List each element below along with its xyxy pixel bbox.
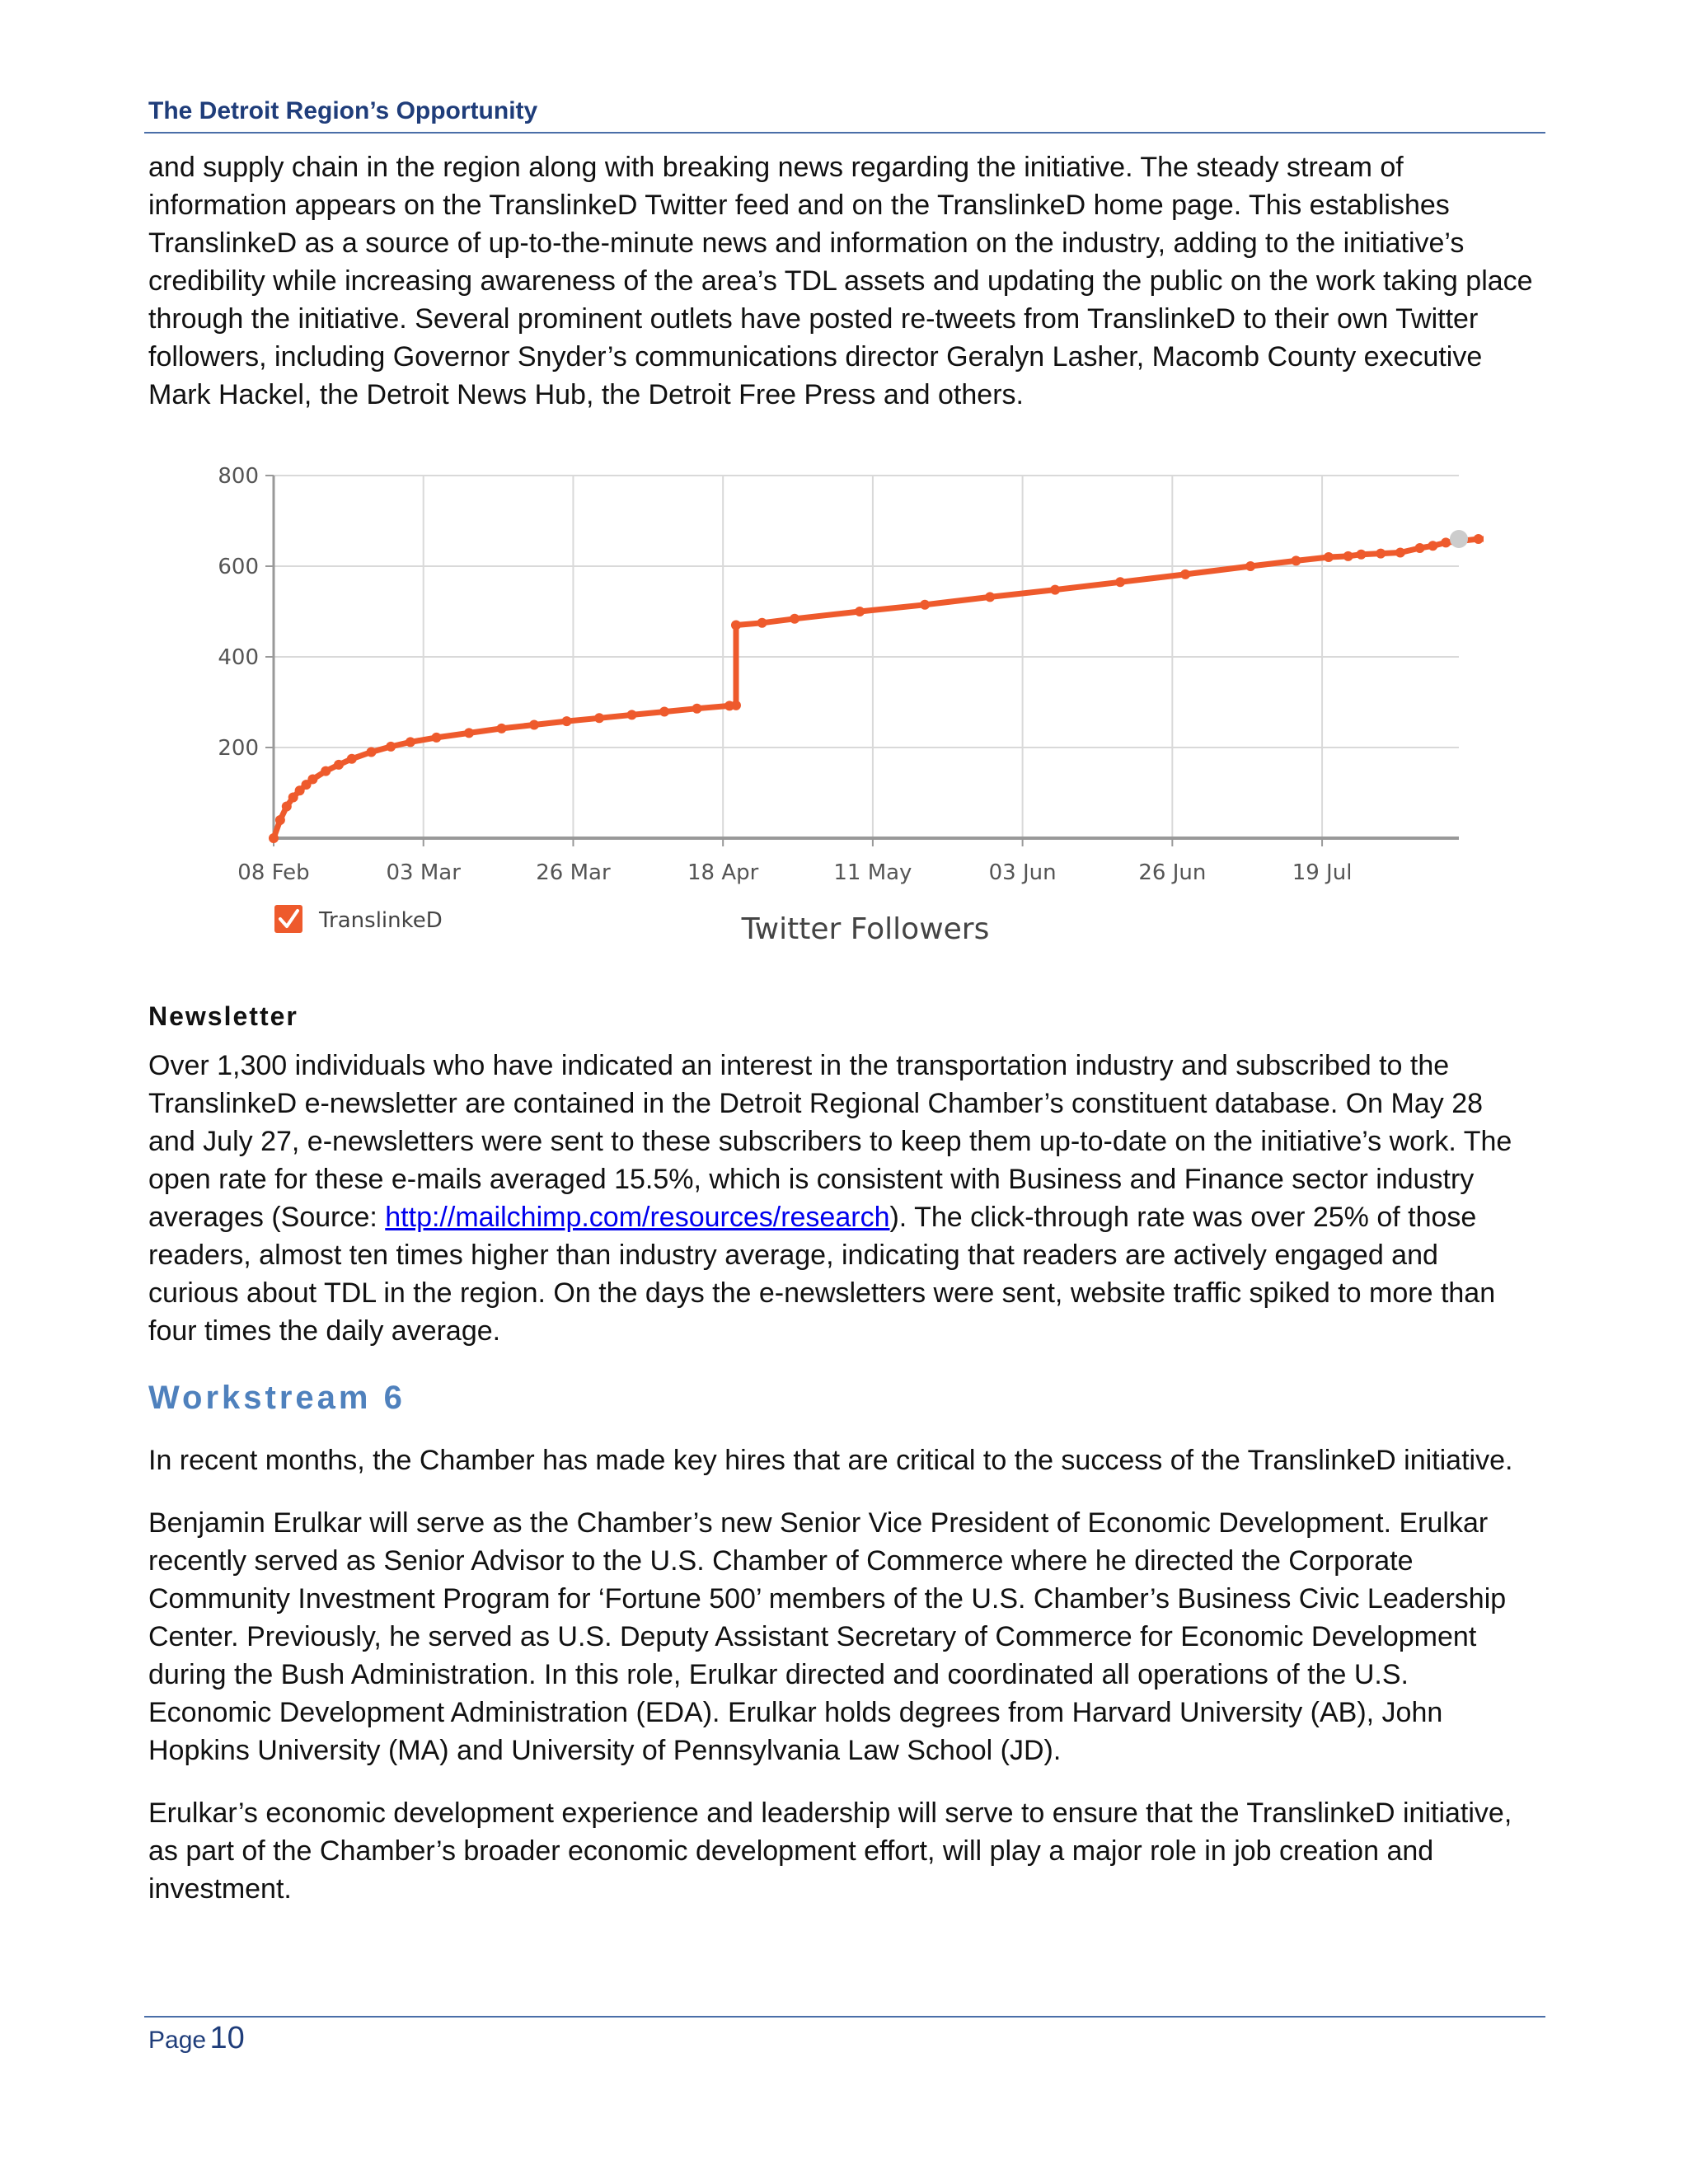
data-point	[321, 766, 331, 776]
data-point	[529, 720, 539, 730]
page-label: Page	[148, 2027, 207, 2054]
data-point	[307, 775, 317, 785]
data-point	[1415, 543, 1425, 553]
data-point	[1428, 541, 1437, 551]
data-point	[1343, 551, 1353, 561]
footer-rule	[144, 2016, 1545, 2018]
x-tick-label: 03 Mar	[386, 860, 461, 885]
running-header: The Detroit Region’s Opportunity	[148, 97, 538, 124]
data-point	[464, 728, 474, 738]
chart-axes	[265, 476, 1459, 846]
data-point	[1050, 585, 1060, 595]
data-point	[855, 607, 865, 616]
x-axis-tick-labels	[237, 860, 1352, 885]
data-point	[497, 724, 507, 733]
mailchimp-research-link[interactable]: http://mailchimp.com/resources/research	[385, 1202, 890, 1233]
page-footer	[148, 2021, 245, 2056]
data-point	[275, 815, 285, 825]
data-point	[790, 614, 799, 624]
data-point	[347, 754, 357, 764]
x-tick-label: 11 May	[833, 860, 912, 885]
page-number: 10	[209, 2021, 245, 2055]
data-point	[1356, 550, 1366, 560]
twitter-followers-chart	[198, 457, 1484, 960]
workstream-heading: Workstream 6	[148, 1380, 406, 1416]
header-rule	[144, 132, 1545, 134]
x-tick-label: 26 Jun	[1138, 860, 1207, 885]
legend-label: TranslinkeD	[319, 908, 443, 933]
data-point	[1291, 555, 1301, 565]
data-point	[985, 592, 995, 602]
data-point	[659, 707, 669, 717]
data-point	[757, 618, 767, 628]
data-point	[367, 748, 377, 757]
chart-title: Twitter Followers	[741, 912, 990, 946]
data-point	[1441, 537, 1451, 547]
chart-grid	[274, 476, 1459, 838]
newsletter-paragraph	[148, 1047, 1533, 1350]
y-tick-label: 600	[218, 555, 259, 579]
data-point	[920, 600, 930, 610]
workstream-paragraph-1: In recent months, the Chamber has made key hires that are critical to the success of the TranslinkeD initiative.	[148, 1445, 1513, 1476]
y-tick-label: 400	[218, 645, 259, 670]
data-point	[627, 710, 637, 719]
data-point	[269, 833, 279, 843]
y-tick-label: 800	[218, 464, 259, 489]
series-end-marker	[1450, 530, 1468, 548]
workstream-paragraph-3: Erulkar’s economic development experience and leadership will serve to ensure that the TranslinkeD initiative, as part of the Chamber’s broader economic development effort, will play a major role in job creation and investment.	[148, 1797, 1512, 1905]
data-point	[1245, 561, 1255, 571]
x-tick-label: 08 Feb	[237, 860, 310, 885]
data-point	[334, 760, 344, 770]
data-point	[1115, 577, 1125, 587]
y-tick-label: 200	[218, 736, 259, 761]
chart-legend[interactable]	[274, 905, 443, 933]
newsletter-heading: Newsletter	[148, 1001, 298, 1031]
data-point	[282, 802, 292, 812]
x-tick-label: 19 Jul	[1292, 860, 1353, 885]
y-axis-tick-labels	[218, 464, 259, 761]
data-point	[386, 742, 396, 752]
newsletter-text-2: ). The click-through rate was over 25% of those readers, almost ten times higher than industry average, indicating that readers are actively engaged and curious about TDL in the region. On the days the e-newsletters were sent, website traffic spiked to more than four times the daily average.	[148, 1202, 1496, 1347]
data-point	[1395, 548, 1405, 558]
data-point	[1324, 552, 1334, 562]
series-layer	[269, 530, 1484, 843]
data-point	[731, 621, 741, 630]
data-point	[1474, 534, 1484, 544]
x-tick-label: 26 Mar	[536, 860, 611, 885]
intro-paragraph: and supply chain in the region along with breaking news regarding the initiative. The steady stream of information appears on the TranslinkeD Twitter feed and on the TranslinkeD home page. This establishes TranslinkeD as a source of up-to-the-minute news and information on the industry, adding to the initiative’s credibility while increasing awareness of the area’s TDL assets and updating the public on the work taking place through the initiative. Several prominent outlets have posted re-tweets from TranslinkeD to their own Twitter followers, including Governor Snyder’s communications director Geralyn Lasher, Macomb County executive Mark Hackel, the Detroit News Hub, the Detroit Free Press and others.	[148, 152, 1533, 410]
data-point	[1180, 569, 1190, 579]
series-line-translinked	[274, 539, 1484, 838]
workstream-paragraph-2: Benjamin Erulkar will serve as the Chamber’s new Senior Vice President of Economic Development. Erulkar recently served as Senior Advisor to the U.S. Chamber of Commerce where he directed the Corporate Community Investment Program for ‘Fortune 500’ members of the U.S. Chamber’s Business Civic Leadership Center. Previously, he served as U.S. Deputy Assistant Secretary of Commerce for Economic Development during the Bush Administration. In this role, Erulkar directed and coordinated all operations of the U.S. Economic Development Administration (EDA). Erulkar holds degrees from Harvard University (AB), John Hopkins University (MA) and University of Pennsylvania Law School (JD).	[148, 1507, 1507, 1766]
x-tick-label: 18 Apr	[687, 860, 759, 885]
data-point	[731, 701, 741, 710]
data-point	[562, 716, 572, 726]
data-point	[594, 713, 604, 723]
data-point	[432, 733, 442, 743]
data-point	[406, 737, 415, 747]
x-tick-label: 03 Jun	[988, 860, 1057, 885]
newsletter-text-1: Over 1,300 individuals who have indicated an interest in the transportation industry and subscribed to the TranslinkeD e-newsletter are contained in the Detroit Regional Chamber’s constituent database. On May 28 and July 27, e-newsletters were sent to these subscribers to keep them up-to-date on the initiative’s work. The open rate for these e-mails averaged 15.5%, which is consistent with Business and Finance sector industry averages (Source:	[148, 1050, 1512, 1233]
data-point	[692, 704, 702, 714]
data-point	[1376, 549, 1386, 559]
